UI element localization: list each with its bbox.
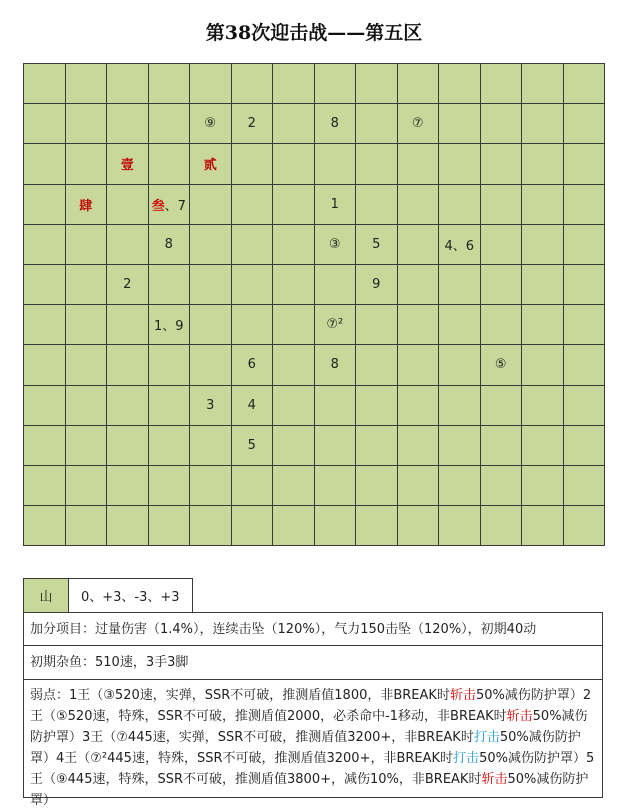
grid-row <box>24 104 605 144</box>
grid-cell <box>190 224 232 264</box>
weakness-segment: 斩击 <box>506 709 533 724</box>
weakness-notes <box>23 680 603 808</box>
grid-cell <box>24 64 66 104</box>
grid-cell <box>563 385 605 425</box>
grid-cell <box>148 385 190 425</box>
grid-cell <box>439 385 481 425</box>
grid-cell <box>563 425 605 465</box>
grid-cell <box>231 506 273 546</box>
grid-row <box>24 425 605 465</box>
grid-cell <box>148 425 190 465</box>
grid-cell: 6 <box>231 345 273 385</box>
grid-row <box>24 64 605 104</box>
grid-cell <box>439 465 481 505</box>
grid-cell: 8 <box>314 345 356 385</box>
grid-cell <box>190 305 232 345</box>
grid-cell <box>480 465 522 505</box>
grid-cell <box>65 465 107 505</box>
grid-cell <box>314 465 356 505</box>
grid-cell: 贰 <box>190 144 232 184</box>
grid-cell <box>273 64 315 104</box>
grid-row <box>24 345 605 385</box>
grid-cell <box>190 425 232 465</box>
grid-cell <box>107 506 149 546</box>
grid-cell <box>190 465 232 505</box>
grid-cell: 4 <box>231 385 273 425</box>
grid-cell <box>65 224 107 264</box>
grid-cell <box>397 224 439 264</box>
grid-cell <box>563 104 605 144</box>
grid-cell <box>480 305 522 345</box>
grid-cell <box>563 224 605 264</box>
grid-cell <box>148 506 190 546</box>
grid-cell <box>24 264 66 304</box>
weakness-segment: 弱点：1王（③520速，实弹，SSR不可破，推测盾值1800，非BREAK时 <box>30 688 450 703</box>
weakness-segment: 50%减伤防护罩）2王（⑤520速，特殊，SSR不可破，推测盾值2000，必杀命中-1移动，非BREAK时 <box>30 688 592 724</box>
grid-cell <box>356 104 398 144</box>
terrain-name: 山 <box>24 579 69 613</box>
grid-cell <box>273 345 315 385</box>
grid-cell <box>522 264 564 304</box>
grid-cell <box>231 184 273 224</box>
grid-cell <box>397 465 439 505</box>
bonus-items: 加分项目：过量伤害（1.4%），连续击坠（120%），气力150击坠（120%），初期40动 <box>23 612 603 646</box>
grid-cell <box>231 264 273 304</box>
grid-cell <box>397 425 439 465</box>
grid-row <box>24 465 605 505</box>
grid-cell: 肆 <box>65 184 107 224</box>
grid-cell <box>563 144 605 184</box>
grid-cell: ⑦ <box>397 104 439 144</box>
grid-cell: 8 <box>148 224 190 264</box>
grid-cell <box>522 465 564 505</box>
grid-cell <box>24 104 66 144</box>
grid-cell <box>356 144 398 184</box>
grid-cell <box>148 345 190 385</box>
grid-cell <box>273 425 315 465</box>
grid-cell <box>190 264 232 304</box>
grid-cell <box>397 264 439 304</box>
grid-cell <box>314 264 356 304</box>
grid-cell <box>190 64 232 104</box>
grid-cell <box>563 64 605 104</box>
grid-cell <box>107 345 149 385</box>
grid-cell: ⑨ <box>190 104 232 144</box>
grid-cell <box>522 144 564 184</box>
grid-cell <box>24 345 66 385</box>
grid-cell <box>65 345 107 385</box>
grid-cell <box>356 425 398 465</box>
grid-cell <box>273 385 315 425</box>
grid-cell <box>231 224 273 264</box>
grid-cell <box>24 506 66 546</box>
grid-cell <box>231 64 273 104</box>
grid-cell <box>522 385 564 425</box>
grid-cell <box>439 144 481 184</box>
grid-cell <box>522 425 564 465</box>
weakness-segment: 斩击 <box>449 688 476 703</box>
grid-row <box>24 385 605 425</box>
grid-cell <box>273 184 315 224</box>
weakness-segment: 50%减伤防护罩） <box>30 772 589 808</box>
grid-cell <box>148 104 190 144</box>
grid-cell <box>522 345 564 385</box>
weakness-segment: 50%减伤防护罩）5王（⑨445速，特殊，SSR不可破，推测盾值3800+，减伤10%，非BREAK时 <box>30 751 595 787</box>
grid-cell <box>480 264 522 304</box>
grid-cell <box>397 64 439 104</box>
grid-cell <box>107 104 149 144</box>
grid-cell: 5 <box>231 425 273 465</box>
grid-cell: ③ <box>314 224 356 264</box>
terrain-table <box>23 578 193 613</box>
weakness-segment: 斩击 <box>481 772 508 787</box>
grid-cell: 5 <box>356 224 398 264</box>
grid-cell <box>439 264 481 304</box>
grid-cell <box>107 224 149 264</box>
grid-cell <box>107 64 149 104</box>
grid-cell <box>480 425 522 465</box>
grid-cell: ⑤ <box>480 345 522 385</box>
grid-cell <box>480 104 522 144</box>
grid-cell: 9 <box>356 264 398 304</box>
grid-cell: 2 <box>107 264 149 304</box>
grid-cell <box>273 104 315 144</box>
grid-cell <box>65 264 107 304</box>
grid-cell <box>439 305 481 345</box>
weakness-segment: 50%减伤防护罩）4王（⑦²445速，特殊，SSR不可破，推测盾值3200+，非BREAK时 <box>30 730 581 766</box>
grid-cell <box>107 425 149 465</box>
grid-cell: ⑦² <box>314 305 356 345</box>
grid-cell <box>563 264 605 304</box>
grid-row <box>24 184 605 224</box>
grid-cell <box>24 465 66 505</box>
weakness-segment: 50%减伤防护罩）3王（⑦445速，实弹，SSR不可破，推测盾值3200+，非BREAK时 <box>30 709 588 745</box>
grid-cell <box>480 506 522 546</box>
grid-cell: 4、6 <box>439 224 481 264</box>
grid-cell <box>563 305 605 345</box>
grid-cell <box>563 345 605 385</box>
grid-cell <box>273 264 315 304</box>
grid-cell <box>273 506 315 546</box>
grid-row <box>24 224 605 264</box>
grid-cell <box>439 425 481 465</box>
grid-cell <box>480 144 522 184</box>
grid-cell <box>231 465 273 505</box>
grid-cell <box>314 64 356 104</box>
grid-cell <box>231 305 273 345</box>
grid-cell <box>24 184 66 224</box>
grid-cell <box>522 506 564 546</box>
grid-cell <box>356 506 398 546</box>
page-title: 第38次迎击战——第五区 <box>205 22 423 44</box>
grid-cell <box>480 224 522 264</box>
grid-cell <box>563 465 605 505</box>
grid-cell <box>522 64 564 104</box>
grid-cell <box>65 506 107 546</box>
grid-cell <box>107 184 149 224</box>
grid-cell <box>273 465 315 505</box>
grid-cell <box>314 144 356 184</box>
grid-cell <box>65 104 107 144</box>
grid-cell <box>522 224 564 264</box>
grid-cell <box>65 425 107 465</box>
grid-cell <box>439 64 481 104</box>
grid-cell <box>107 385 149 425</box>
grid-cell <box>273 305 315 345</box>
grid-cell <box>397 144 439 184</box>
grid-cell <box>480 184 522 224</box>
grid-cell <box>24 425 66 465</box>
grid-cell <box>190 184 232 224</box>
grid-cell <box>439 184 481 224</box>
grid-cell <box>65 385 107 425</box>
grid-cell <box>397 345 439 385</box>
grid-cell <box>148 465 190 505</box>
grid-cell: 3 <box>190 385 232 425</box>
grid-cell <box>65 64 107 104</box>
grid-cell <box>314 385 356 425</box>
grid-cell <box>563 184 605 224</box>
grid-cell: 叁、7 <box>148 184 190 224</box>
grid-cell <box>397 385 439 425</box>
grid-cell: 壹 <box>107 144 149 184</box>
grid-cell <box>397 305 439 345</box>
grid-cell: 8 <box>314 104 356 144</box>
grid-row <box>24 305 605 345</box>
grid-cell <box>65 305 107 345</box>
grid-cell <box>522 104 564 144</box>
grid-cell <box>24 385 66 425</box>
grid-cell <box>397 506 439 546</box>
grid-cell <box>148 264 190 304</box>
grid-cell: 1 <box>314 184 356 224</box>
grid-cell <box>439 506 481 546</box>
grid-cell <box>190 345 232 385</box>
map-grid <box>23 63 605 546</box>
grid-cell <box>273 144 315 184</box>
grid-cell <box>356 305 398 345</box>
grid-cell <box>480 385 522 425</box>
grid-cell <box>522 184 564 224</box>
grid-cell: 1、9 <box>148 305 190 345</box>
grid-cell: 2 <box>231 104 273 144</box>
grid-row <box>24 144 605 184</box>
grid-cell <box>356 184 398 224</box>
grid-row <box>24 506 605 546</box>
grid-cell <box>356 385 398 425</box>
initial-mobs: 初期杂鱼：510速，3手3脚 <box>23 646 603 680</box>
grid-cell <box>24 305 66 345</box>
grid-cell <box>522 305 564 345</box>
grid-cell <box>314 506 356 546</box>
grid-cell <box>273 224 315 264</box>
grid-cell <box>24 224 66 264</box>
grid-cell <box>356 64 398 104</box>
grid-cell <box>356 465 398 505</box>
grid-cell <box>190 506 232 546</box>
grid-cell <box>24 144 66 184</box>
grid-cell <box>107 465 149 505</box>
grid-cell <box>231 144 273 184</box>
grid-cell <box>107 305 149 345</box>
grid-cell <box>563 506 605 546</box>
grid-cell <box>148 64 190 104</box>
grid-cell <box>439 345 481 385</box>
grid-cell <box>397 184 439 224</box>
grid-cell <box>439 104 481 144</box>
grid-cell <box>480 64 522 104</box>
grid-cell <box>356 345 398 385</box>
weakness-segment: 打击 <box>453 751 480 766</box>
grid-cell <box>314 425 356 465</box>
terrain-value: 0、+3、-3、+3 <box>69 579 193 613</box>
grid-cell <box>148 144 190 184</box>
grid-cell <box>65 144 107 184</box>
weakness-segment: 打击 <box>473 730 500 745</box>
grid-row <box>24 264 605 304</box>
